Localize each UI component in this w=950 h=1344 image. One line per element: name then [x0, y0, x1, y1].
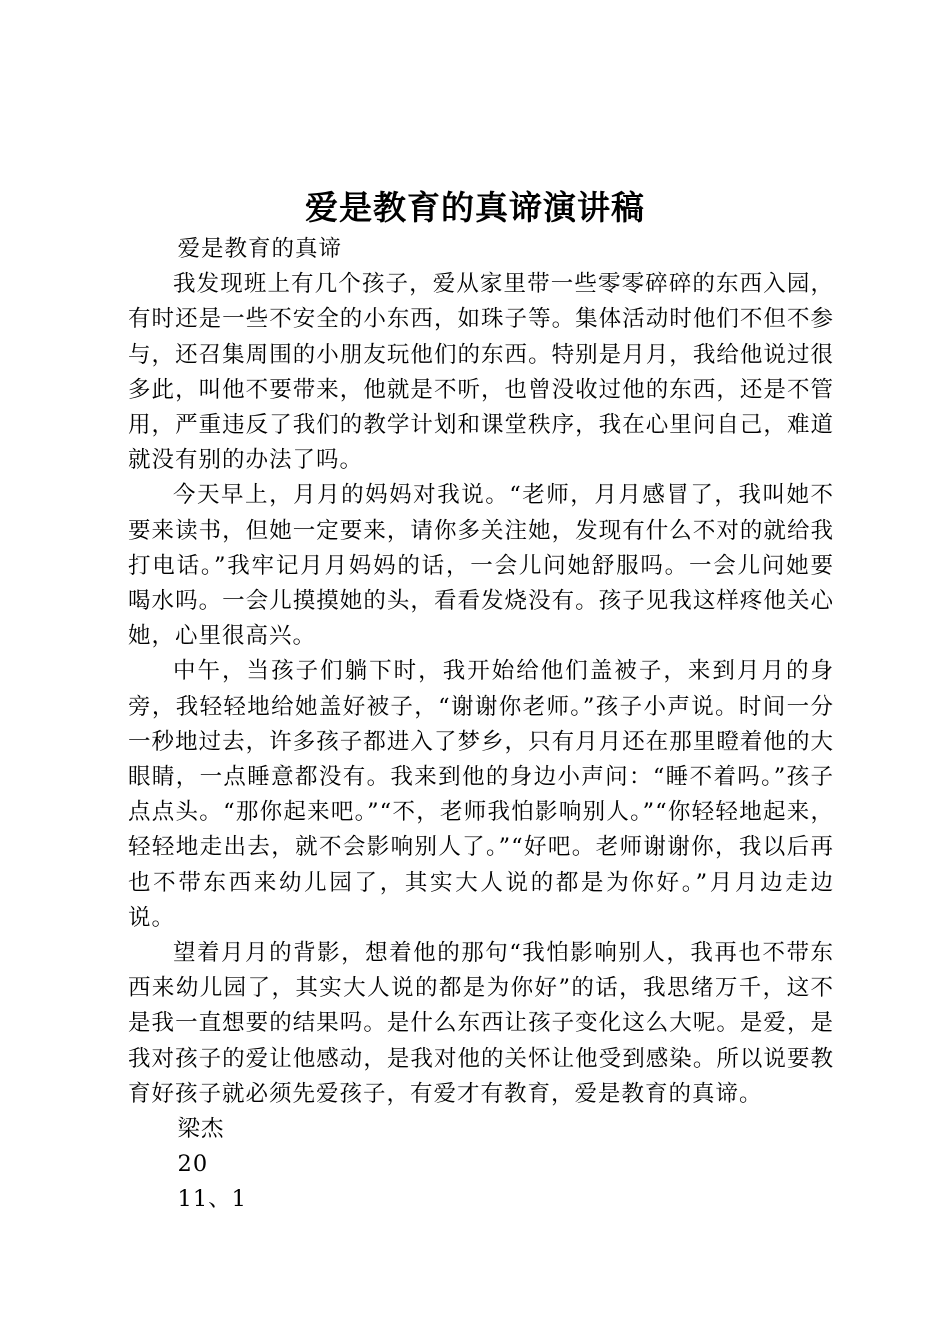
author-name: 梁杰 — [177, 1116, 225, 1143]
document-subtitle: 爱是教育的真谛 — [177, 236, 343, 262]
paragraph-1: 我发现班上有几个孩子，爱从家里带一些零零碎碎的东西入园，有时还是一些不安全的小东西，如珠子等。集体活动时他们不但不参与，还召集周围的小朋友玩他们的东西。特别是月月，我给他说过很多此，叫他不要带来，他就是不听，也曾没收过他的东西，还是不管用，严重违反了我们的教学计划和课堂秩序，我在心里问自己，难道就没有别的办法了吗。 — [128, 271, 834, 474]
date-line-year: 20 — [177, 1151, 209, 1178]
document-body — [128, 232, 834, 1218]
paragraph-2: 今天早上，月月的妈妈对我说。“老师，月月感冒了，我叫她不要来读书，但她一定要来，请你多关注她，发现有什么不对的就给我打电话。”我牢记月月妈妈的话，一会儿问她舒服吗。一会儿问她要喝水吗。一会儿摸摸她的头，看看发烧没有。孩子见我这样疼他关心她，心里很高兴。 — [128, 482, 834, 650]
document-title: 爱是教育的真谛演讲稿 — [305, 188, 645, 227]
paragraph-3: 中午，当孩子们躺下时，我开始给他们盖被子，来到月月的身旁，我轻轻地给她盖好被子，“谢谢你老师。”孩子小声说。时间一分一秒地过去，许多孩子都进入了梦乡，只有月月还在那里瞪着他的大眼睛，一点睡意都没有。我来到他的身边小声问：“睡不着吗。”孩子点点头。“那你起来吧。”“不，老师我怕影响别人。”“你轻轻地起来，轻轻地走出去，就不会影响别人了。”“好吧。老师谢谢你，我以后再也不带东西来幼儿园了，其实大人说的都是为你好。”月月边走边说。 — [128, 658, 834, 931]
paragraph-4: 望着月月的背影，想着他的那句“我怕影响别人，我再也不带东西来幼儿园了，其实大人说的都是为你好”的话，我思绪万千，这不是我一直想要的结果吗。是什么东西让孩子变化这么大呢。是爱，是我对孩子的爱让他感动，是我对他的关怀让他受到感染。所以说要教育好孩子就必须先爱孩子，有爱才有教育，爱是教育的真谛。 — [128, 940, 834, 1107]
date-line-month-day: 11、1 — [177, 1186, 247, 1213]
